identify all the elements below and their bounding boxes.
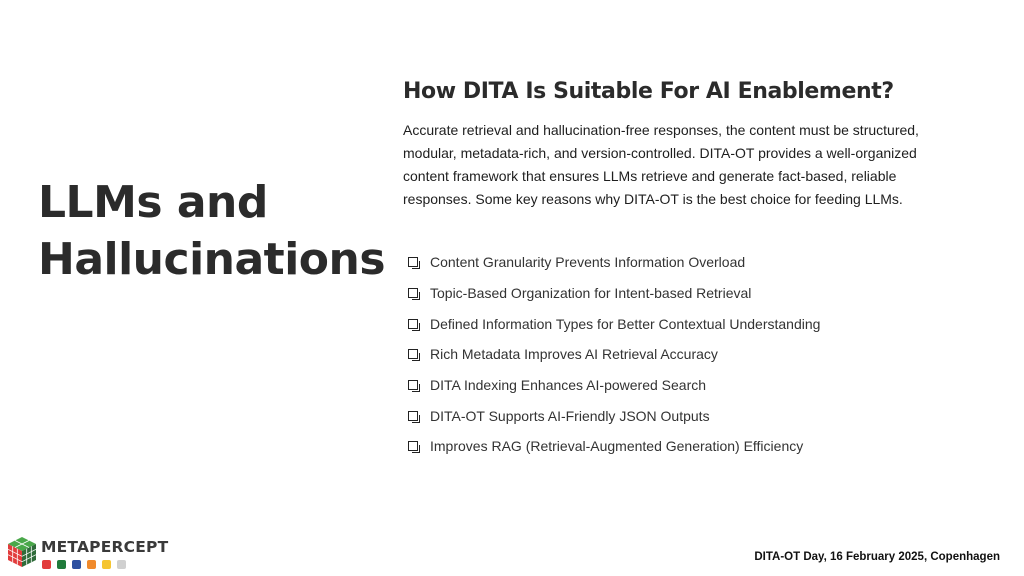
list-item xyxy=(408,431,820,462)
logo-dot xyxy=(57,560,66,569)
checkbox-bullet-icon xyxy=(408,380,418,390)
intro-paragraph xyxy=(403,119,963,211)
list-item-label: DITA Indexing Enhances AI-powered Search xyxy=(430,377,707,394)
slide-title xyxy=(38,174,385,288)
checkbox-bullet-icon xyxy=(408,319,418,329)
section-heading: How DITA Is Suitable For AI Enablement? xyxy=(403,79,894,104)
checkbox-bullet-icon xyxy=(408,288,418,298)
checkbox-bullet-icon xyxy=(408,257,418,267)
list-item xyxy=(408,339,820,370)
logo-dot xyxy=(117,560,126,569)
reasons-list xyxy=(408,247,820,462)
list-item-label: Topic-Based Organization for Intent-based Retrieval xyxy=(430,285,752,302)
cube-logo-icon xyxy=(6,535,38,569)
list-item xyxy=(408,400,820,431)
logo-color-dots xyxy=(42,560,126,569)
list-item xyxy=(408,278,820,309)
intro-line: responses. Some key reasons why DITA-OT is the best choice for feeding LLMs. xyxy=(403,191,903,207)
checkbox-bullet-icon xyxy=(408,441,418,451)
intro-line: modular, metadata-rich, and version-controlled. DITA-OT provides a well-organized xyxy=(403,145,917,161)
logo-dot xyxy=(87,560,96,569)
logo-dot xyxy=(72,560,81,569)
list-item-label: Rich Metadata Improves AI Retrieval Accuracy xyxy=(430,346,718,363)
logo-dot xyxy=(42,560,51,569)
list-item-label: Improves RAG (Retrieval-Augmented Generation) Efficiency xyxy=(430,438,804,455)
list-item xyxy=(408,247,820,278)
intro-line: Accurate retrieval and hallucination-free responses, the content must be structured, xyxy=(403,122,919,138)
logo-dot xyxy=(102,560,111,569)
checkbox-bullet-icon xyxy=(408,349,418,359)
list-item xyxy=(408,308,820,339)
checkbox-bullet-icon xyxy=(408,411,418,421)
slide-title-line-2: Hallucinations xyxy=(38,234,386,285)
list-item-label: DITA-OT Supports AI-Friendly JSON Outputs xyxy=(430,407,710,424)
footer-event-info: DITA-OT Day, 16 February 2025, Copenhagen xyxy=(754,551,1000,563)
list-item xyxy=(408,370,820,401)
slide-title-line-1: LLMs and xyxy=(38,177,268,228)
list-item-label: Content Granularity Prevents Information Overload xyxy=(430,254,746,271)
logo-wordmark: METAPERCEPT xyxy=(41,538,169,556)
intro-line: content framework that ensures LLMs retrieve and generate fact-based, reliable xyxy=(403,168,897,184)
list-item-label: Defined Information Types for Better Contextual Understanding xyxy=(430,315,821,332)
